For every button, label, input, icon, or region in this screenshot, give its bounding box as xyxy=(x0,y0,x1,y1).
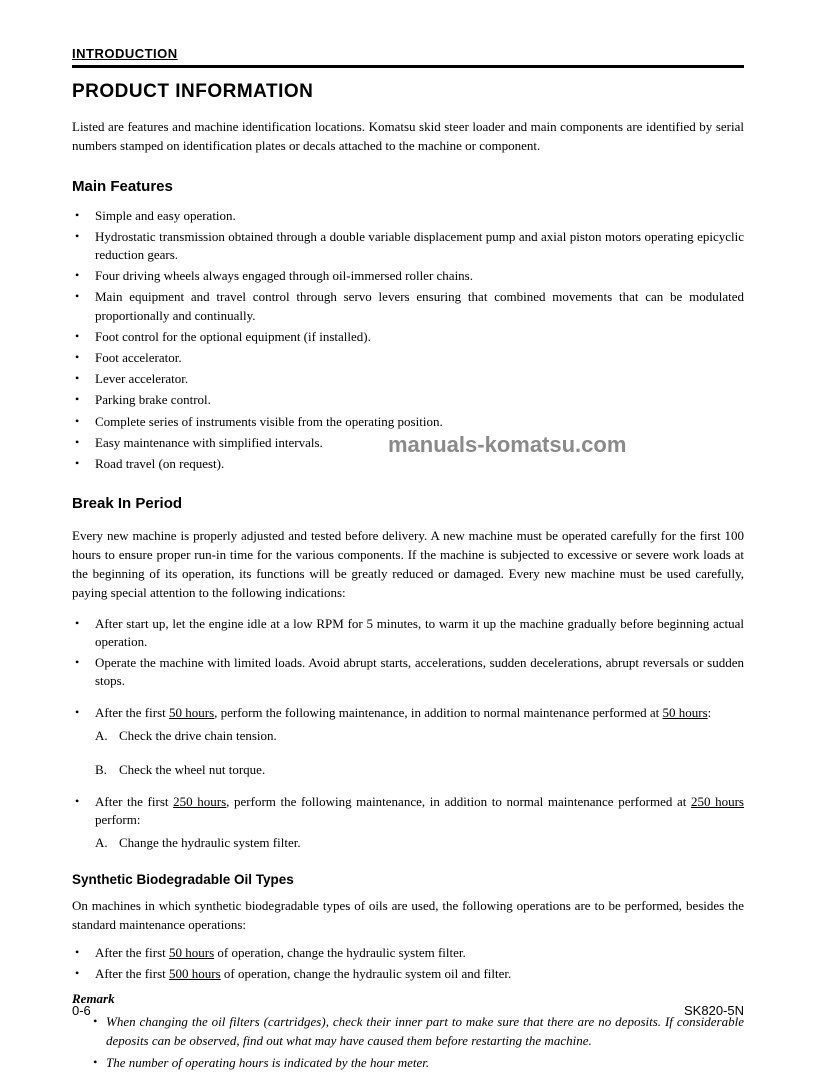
list-item-text: Road travel (on request). xyxy=(95,455,225,471)
underlined-text: 250 hours xyxy=(173,793,227,809)
sub-item-text: Change the hydraulic system filter. xyxy=(119,835,301,851)
list-item-text: The number of operating hours is indicated by the hour meter. xyxy=(106,1054,430,1070)
list-item-text: Foot control for the optional equipment (if installed). xyxy=(95,328,371,344)
list-item-text: of operation, change the hydraulic system oil and filter. xyxy=(220,966,512,982)
page-title: PRODUCT INFORMATION xyxy=(72,81,314,102)
list-item xyxy=(72,349,744,367)
sub-list-item xyxy=(95,761,744,779)
list-item xyxy=(72,207,744,225)
list-item xyxy=(72,704,744,779)
list-item-text: When changing the oil filters (cartridges), check their inner part to make sure that there are no deposits. If considerable deposits can be observed, find out what may have caused them before restarting the machine. xyxy=(106,1014,744,1048)
heading-synthetic-oil-types: Synthetic Biodegradable Oil Types xyxy=(72,872,294,888)
heading-main-features: Main Features xyxy=(72,177,173,195)
list-item-text: Lever accelerator. xyxy=(95,371,189,387)
page-footer xyxy=(72,1003,744,1018)
list-item-text: Four driving wheels always engaged through oil-immersed roller chains. xyxy=(95,268,473,284)
break-in-paragraph: Every new machine is properly adjusted and tested before delivery. A new machine must be operated carefully for the first 100 hours to ensure proper run-in time for the various components. If the machine is subjected to excessive or severe work loads at the beginning of its operation, its functions will be greatly reduced or damaged. Every new machine must be used carefully, paying special attention to the following indications: xyxy=(72,528,744,600)
list-item-text: After the first xyxy=(95,945,170,961)
break-in-list xyxy=(72,615,744,853)
sub-item-text: Check the drive chain tension. xyxy=(119,728,277,744)
list-item-text: Foot accelerator. xyxy=(95,350,182,365)
list-item-text: Simple and easy operation. xyxy=(95,207,236,223)
synthetic-oil-list xyxy=(72,944,744,983)
list-item-text: , perform the following maintenance, in addition to normal maintenance performed at xyxy=(226,793,691,809)
list-item-text: : xyxy=(707,705,712,721)
list-item xyxy=(72,654,744,690)
sub-item-letter: B. xyxy=(95,761,107,777)
sub-item-letter: A. xyxy=(95,835,108,851)
list-item-text: perform: xyxy=(95,812,141,827)
list-item xyxy=(72,615,744,651)
list-item xyxy=(72,391,744,409)
intro-paragraph: Listed are features and machine identification locations. Komatsu skid steer loader and main components are identified by serial numbers stamped on identification plates or decals attached to the machine or component. xyxy=(72,119,744,153)
underlined-text: 50 hours xyxy=(662,705,708,721)
list-item xyxy=(72,228,744,264)
list-item xyxy=(72,944,744,962)
underlined-text: 50 hours xyxy=(169,945,215,961)
list-item-text: Main equipment and travel control through servo levers ensuring that combined movements that can be modulated proportionally and continually. xyxy=(95,289,744,323)
list-item xyxy=(90,1013,744,1049)
sub-list-item xyxy=(95,834,744,852)
list-item xyxy=(72,370,744,388)
list-item-text: Parking brake control. xyxy=(95,392,211,408)
remark-list xyxy=(72,1013,744,1072)
underlined-text: 500 hours xyxy=(169,966,221,982)
list-item xyxy=(90,1054,744,1072)
running-header xyxy=(72,46,744,68)
list-item xyxy=(72,328,744,346)
list-item xyxy=(72,965,744,983)
list-item-text: Hydrostatic transmission obtained through a double variable displacement pump and axial piston motors operating epicyclic reduction gears. xyxy=(95,228,744,263)
sub-item-letter: A. xyxy=(95,728,108,744)
underlined-text: 50 hours xyxy=(169,705,215,721)
list-item xyxy=(72,793,744,853)
synthetic-oil-paragraph: On machines in which synthetic biodegradable types of oils are used, the following operations are to be performed, besides the standard maintenance operations: xyxy=(72,898,744,933)
remark-label: Remark xyxy=(72,991,115,1007)
heading-break-in-period: Break In Period xyxy=(72,495,183,513)
list-item xyxy=(72,413,744,431)
underlined-text: 250 hours xyxy=(690,793,744,809)
sub-item-text: Check the wheel nut torque. xyxy=(119,761,266,777)
sub-list-item xyxy=(95,727,744,745)
list-item-text: Easy maintenance with simplified intervals. xyxy=(95,434,323,450)
list-item-text: of operation, change the hydraulic system filter. xyxy=(214,945,466,961)
model-number: SK820-5N xyxy=(684,1003,744,1018)
list-item-text: Complete series of instruments visible from the operating position. xyxy=(95,413,443,429)
list-item-text: Operate the machine with limited loads. Avoid abrupt starts, accelerations, sudden decelerations, abrupt reversals or sudden stops. xyxy=(95,654,744,689)
list-item xyxy=(72,267,744,285)
list-item-text: , perform the following maintenance, in addition to normal maintenance performed at xyxy=(214,705,663,721)
page-number: 0-6 xyxy=(72,1003,91,1018)
list-item-text: After the first xyxy=(95,793,174,809)
list-item-text: After the first xyxy=(95,966,170,982)
list-item-text: After the first xyxy=(95,705,170,721)
watermark: manuals-komatsu.com xyxy=(388,432,627,457)
list-item-text: After start up, let the engine idle at a low RPM for 5 minutes, to warm it up the machine gradually before beginning actual operation. xyxy=(95,615,744,649)
header-rule xyxy=(72,65,744,68)
list-item xyxy=(72,288,744,324)
section-label: INTRODUCTION xyxy=(72,46,178,61)
